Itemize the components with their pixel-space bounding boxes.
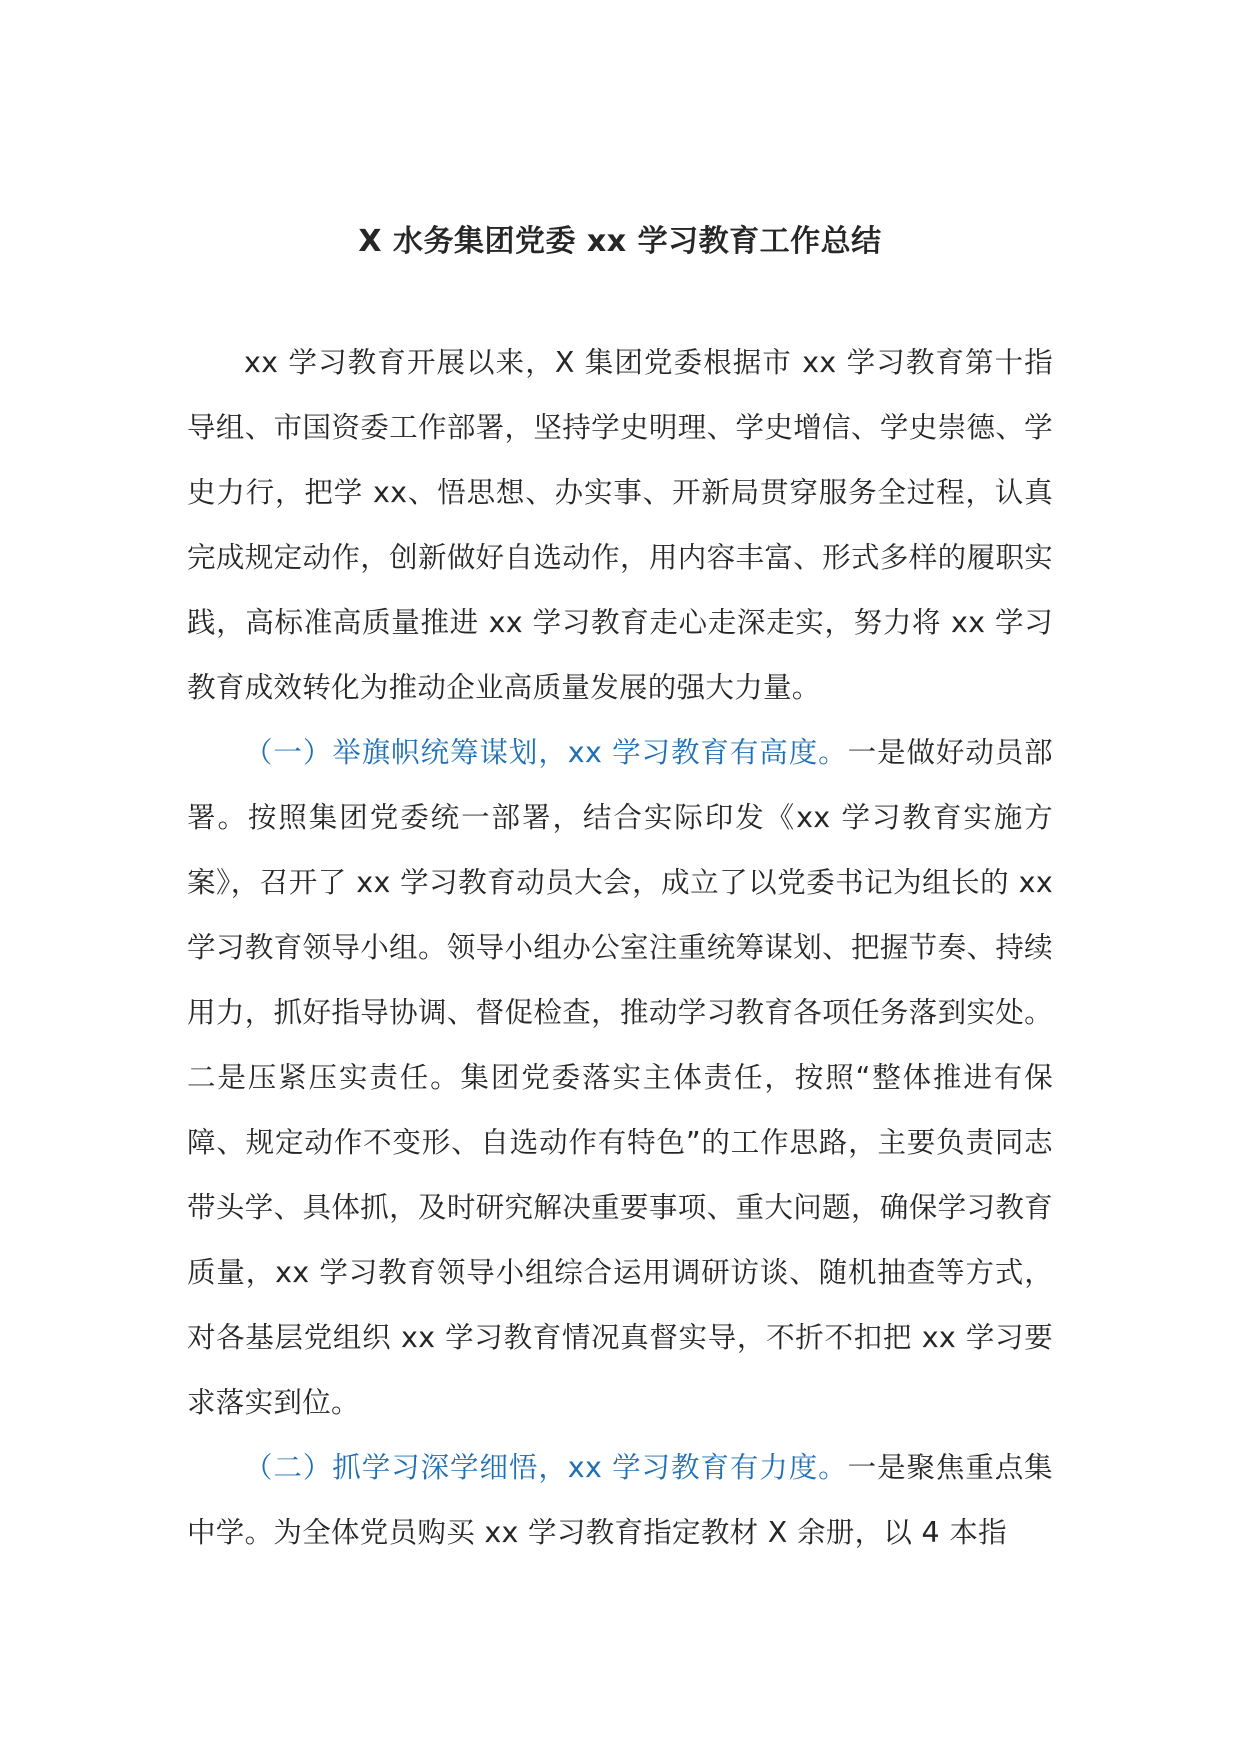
paragraph-text: 一是聚焦重点集中学。为全体党员购买 xx 学习教育指定教材 X 余册，以 4 本指 — [187, 1451, 1053, 1549]
paragraph-text: xx 学习教育开展以来，X 集团党委根据市 xx 学习教育第十指导组、市国资委工作部署，坚持学史明理、学史增信、学史崇德、学史力行，把学 xx、悟思想、办实事、开新局贯穿服务全过程，认真完成规定动作，创新做好自选动作，用内容丰富、形式多样的履职实践，高标准高质量推进 xx 学习教育走心走深走实，努力将 xx 学习教育成效转化为推动企业高质量发展的强大力量。 — [187, 346, 1053, 704]
paragraph-section-2 — [187, 1435, 1053, 1565]
paragraph-section-1 — [187, 720, 1053, 1435]
section-heading: （一）举旗帜统筹谋划，xx 学习教育有高度。 — [244, 736, 848, 769]
document-body — [187, 330, 1053, 1565]
document-title: X 水务集团党委 xx 学习教育工作总结 — [358, 224, 882, 259]
paragraph-intro — [187, 330, 1053, 720]
paragraph-text: 一是做好动员部署。按照集团党委统一部署，结合实际印发《xx 学习教育实施方案》，召开了 xx 学习教育动员大会，成立了以党委书记为组长的 xx 学习教育领导小组。领导小组办公室注重统筹谋划、把握节奏、持续用力，抓好指导协调、督促检查，推动学习教育各项任务落到实处。二是压紧压实责任。集团党委落实主体责任，按照“整体推进有保障、规定动作不变形、自选动作有特色”的工作思路，主要负责同志带头学、具体抓，及时研究解决重要事项、重大问题，确保学习教育质量，xx 学习教育领导小组综合运用调研访谈、随机抽查等方式，对各基层党组织 xx 学习教育情况真督实导，不折不扣把 xx 学习要求落实到位。 — [187, 736, 1053, 1419]
section-heading: （二）抓学习深学细悟，xx 学习教育有力度。 — [244, 1451, 848, 1484]
